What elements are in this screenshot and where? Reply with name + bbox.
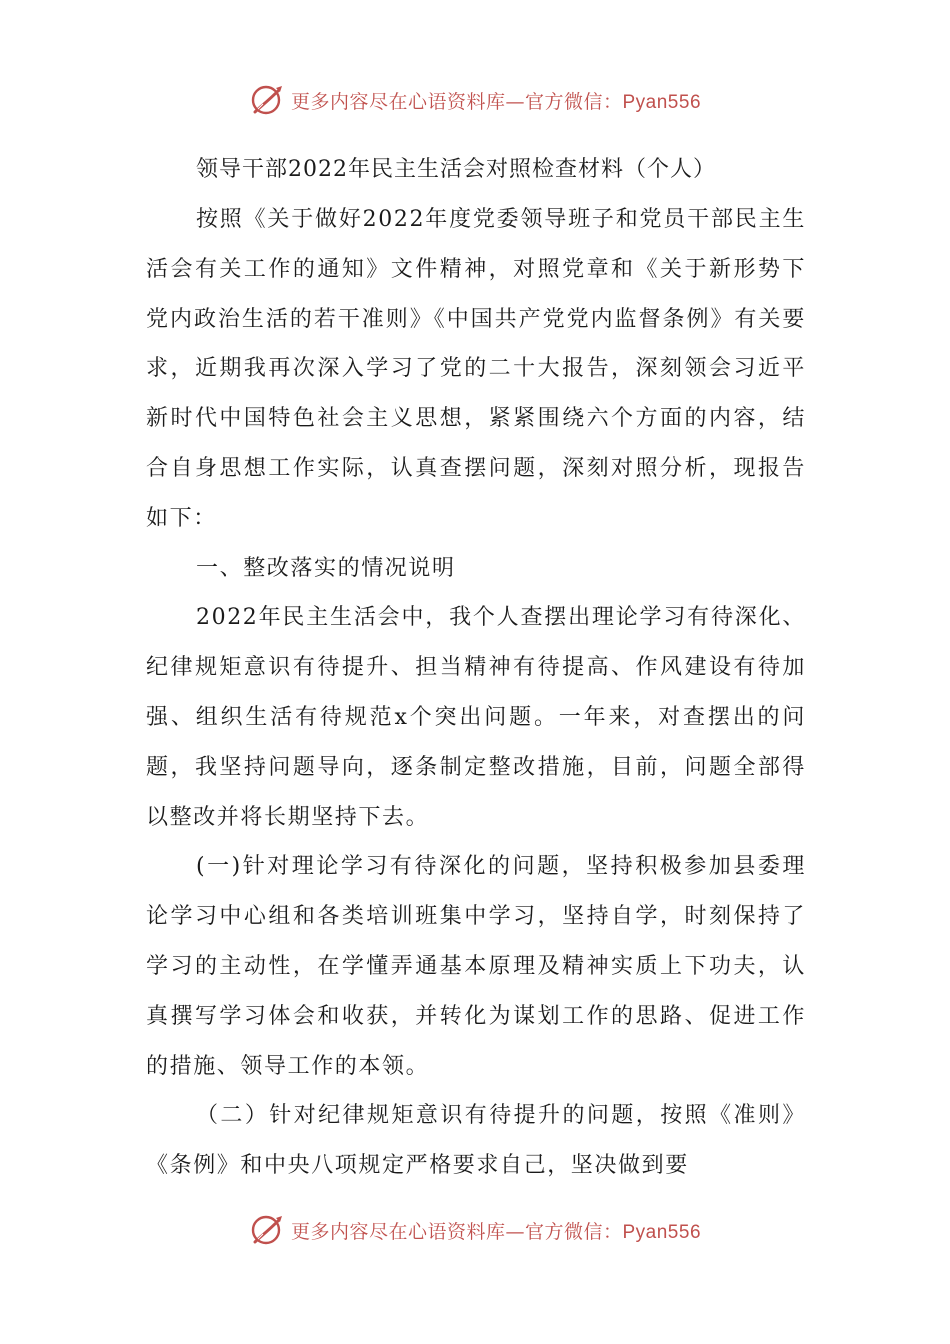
banner-wechat-id: Pyan556: [622, 1221, 702, 1243]
header-banner: [0, 82, 950, 118]
paragraph-item-2: （二）针对纪律规矩意识有待提升的问题，按照《准则》《条例》和中央八项规定严格要求自己，坚决做到要: [146, 1103, 806, 1179]
footer-banner: [0, 1212, 950, 1248]
paragraph-item-1: (一)针对理论学习有待深化的问题，坚持积极参加县委理论学习中心组和各类培训班集中学习，坚持自学，时刻保持了学习的主动性，在学懂弄通基本原理及精神实质上下功夫，认真撰写学习体会和收获，并转化为谋划工作的思路、促进工作的措施、领导工作的本领。: [146, 854, 806, 1079]
banner-promo: 更多内容尽在心语资料库—官方微信：: [290, 1220, 623, 1243]
pen-circle-icon: [249, 1212, 285, 1248]
document-title: 领导干部2022年民主生活会对照检查材料（个人）: [196, 157, 716, 182]
banner-text: [291, 87, 701, 114]
banner-wechat-id: Pyan556: [622, 91, 702, 113]
pen-circle-icon: [249, 82, 285, 118]
section-heading: 一、整改落实的情况说明: [196, 555, 456, 581]
banner-text: [291, 1217, 701, 1244]
document-body: [146, 145, 806, 1191]
paragraph-intro: 按照《关于做好2022年度党委领导班子和党员干部民主生活会有关工作的通知》文件精神，对照党章和《关于新形势下党内政治生活的若干准则》《中国共产党党内监督条例》有关要求，近期我再次深入学习了党的二十大报告，深刻领会习近平新时代中国特色社会主义思想，紧紧围绕六个方面的内容，结合自身思想工作实际，认真查摆问题，深刻对照分析，现报告如下：: [146, 207, 806, 531]
paragraph-summary: 2022年民主生活会中，我个人查摆出理论学习有待深化、纪律规矩意识有待提升、担当精神有待提高、作风建设有待加强、组织生活有待规范x个突出问题。一年来，对查摆出的问题，我坚持问题导向，逐条制定整改措施，目前，问题全部得以整改并将长期坚持下去。: [146, 605, 806, 830]
banner-promo: 更多内容尽在心语资料库—官方微信：: [290, 90, 623, 113]
